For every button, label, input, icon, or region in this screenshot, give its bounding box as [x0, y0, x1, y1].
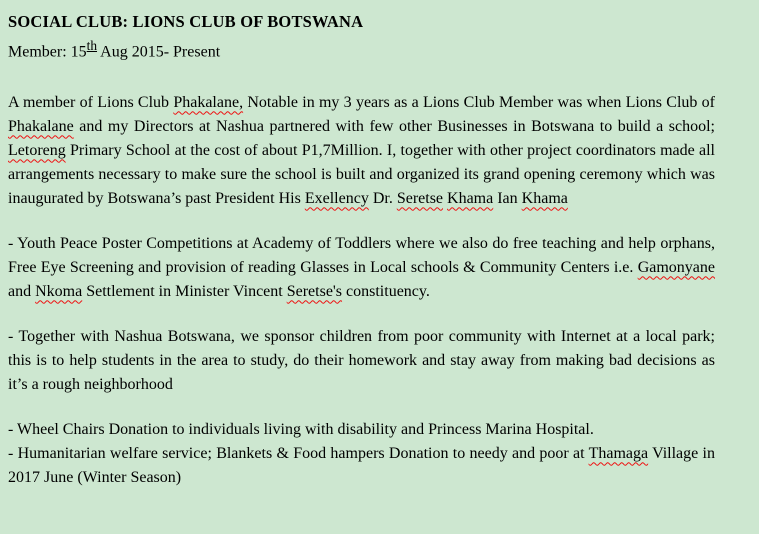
misspelled-word: Gamonyane	[637, 259, 715, 277]
misspelled-word: Nkoma	[35, 283, 83, 301]
document-heading: SOCIAL CLUB: LIONS CLUB OF BOTSWANA	[8, 12, 364, 31]
misspelled-word: Seretse	[396, 190, 444, 208]
text-segment: Primary School at the cost of about P1,7Million. I, together with other project coordinators made all arrangements necessary to make sure the school is built and organized its grand opening ceremony which was inaugurated by Botswana’s past President His	[8, 142, 715, 208]
text-segment: A member of Lions Club	[8, 94, 174, 112]
text-segment: constituency.	[342, 283, 430, 301]
paragraph-intro	[8, 91, 715, 211]
misspelled-word: Seretse's	[286, 283, 343, 301]
document-body	[8, 91, 715, 490]
misspelled-word: Khama	[521, 190, 568, 208]
text-segment: - Youth Peace Poster Competitions at Academy of Toddlers where we also do free teaching and help orphans, Free Eye Screening and provision of reading Glasses in Local schools & Community Centers i.e.	[8, 235, 715, 277]
text-segment: Dr.	[368, 190, 397, 208]
text-segment: and	[8, 283, 36, 301]
text-segment: Ian	[493, 190, 522, 208]
ordinal-superscript: th	[86, 38, 98, 53]
text-segment: - Humanitarian welfare service; Blankets & Food hampers Donation to needy and poor at	[8, 445, 589, 463]
text-segment: and my Directors at Nashua partnered with few other Businesses in Botswana to build a school;	[73, 118, 715, 136]
member-date-suffix: Aug 2015- Present	[97, 43, 221, 61]
paragraph-wheel	[8, 418, 715, 442]
text-segment: Village in 2017 June (Winter Season)	[8, 445, 715, 487]
member-date-prefix: Member: 15	[8, 43, 87, 61]
text-segment: - Together with Nashua Botswana, we sponsor children from poor community with Internet at a local park; this is to help students in the area to study, do their homework and stay away from making bad decisions as it’s a rough neighborhood	[8, 328, 715, 394]
misspelled-word: Letoreng	[8, 142, 66, 160]
membership-period-line	[8, 34, 715, 64]
misspelled-word: Exellency	[304, 190, 369, 208]
paragraph-youth	[8, 232, 715, 304]
text-segment: Settlement in Minister Vincent	[82, 283, 287, 301]
paragraph-humanitarian	[8, 442, 715, 490]
misspelled-word: Phakalane,	[173, 94, 244, 112]
misspelled-word: Khama	[447, 190, 494, 208]
misspelled-word: Phakalane	[8, 118, 74, 136]
text-segment: - Wheel Chairs Donation to individuals living with disability and Princess Marina Hospital.	[8, 421, 594, 439]
misspelled-word: Thamaga	[588, 445, 649, 463]
text-segment: Notable in my 3 years as a Lions Club Member was when Lions Club of	[243, 94, 716, 112]
paragraph-nashua	[8, 325, 715, 397]
